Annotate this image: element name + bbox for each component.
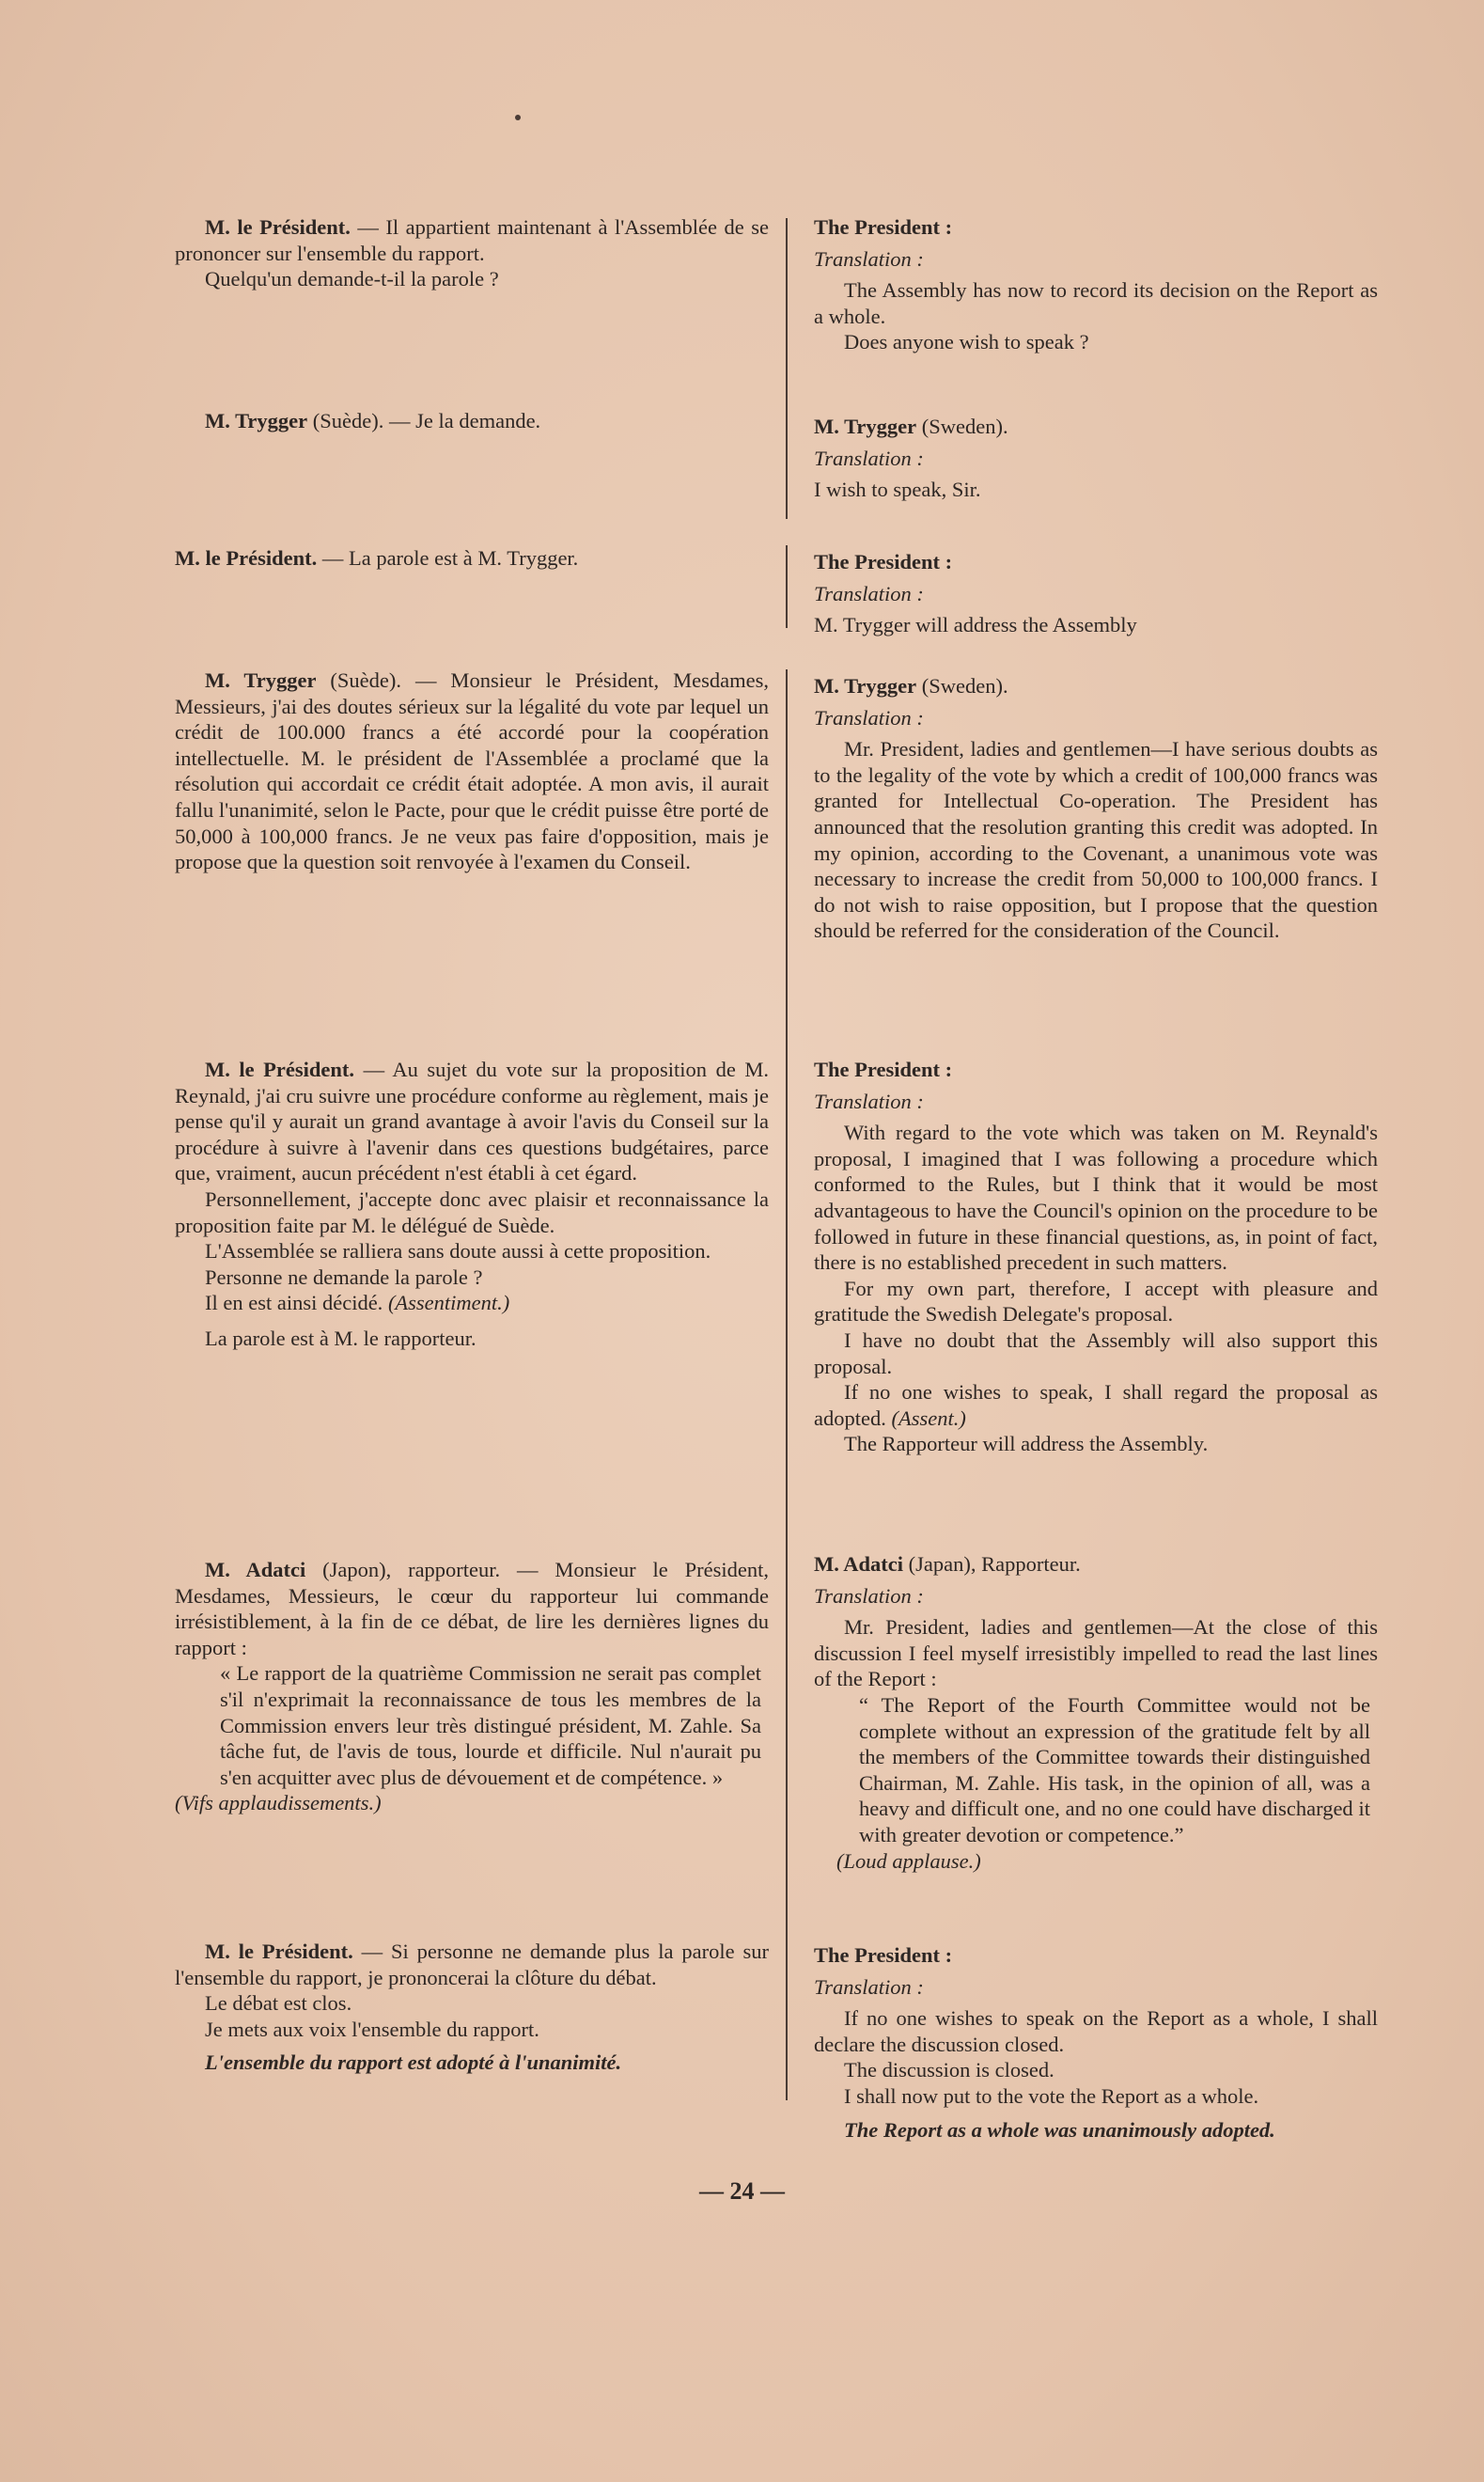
french-intervention-president-2 — [175, 545, 769, 572]
speaker-name: M. Adatci — [205, 1558, 306, 1581]
speaker-name: The President : — [814, 215, 953, 239]
speaker-country: (Sweden). — [916, 415, 1008, 438]
english-intervention-trygger-2 — [814, 673, 1378, 944]
speech-text: Mr. President, ladies and gentlemen—At the close of this discussion I feel myself irresistibly impelled to read the last lines of the Report : — [814, 1615, 1378, 1691]
speech-text: The Assembly has now to record its decision on the Report as a whole. — [814, 278, 1378, 328]
speaker-name: M. le Président. — [205, 215, 351, 239]
speech-text: Does anyone wish to speak ? — [844, 330, 1089, 354]
french-intervention-trygger-1 — [175, 408, 769, 434]
adoption-result: The Report as a whole was unanimously adopted. — [844, 2117, 1275, 2142]
english-intervention-president-4 — [814, 1942, 1378, 2143]
translation-label: Translation : — [814, 1089, 924, 1113]
speech-text: Je mets aux voix l'ensemble du rapport. — [205, 2017, 539, 2041]
french-intervention-trygger-2 — [175, 668, 769, 875]
french-intervention-president-4 — [175, 1939, 769, 2076]
speech-text: Mr. President, ladies and gentlemen—I have serious doubts as to the legality of the vote by which a credit of 100,000 francs was granted for Intellectual Co-operation. The President has announced that the resolution granting this credit was adopted. In my opinion, according to the Covenant, a unanimous vote was necessary to increase the credit from 50,000 to 100,000 francs. I do not wish to raise opposition, but I propose that the question should be referred for the consideration of the Council. — [814, 737, 1378, 943]
speech-text: I have no doubt that the Assembly will also support this proposal. — [814, 1327, 1378, 1378]
speech-text: Il en est ainsi décidé. — [205, 1291, 388, 1315]
speech-text: (Japon), rapporteur. — Monsieur le Président, Mesdames, Messieurs, le cœur du rapporteur lui commande irrésistiblement, à la fin de ce débat, de lire les dernières lignes du rapport : — [175, 1558, 769, 1659]
translation-label: Translation : — [814, 1974, 924, 1999]
speech-text: — Si personne ne demande plus la parole sur l'ensemble du rapport, je prononcerai la clôture du débat. — [175, 1940, 769, 1989]
speech-text: For my own part, therefore, I accept with pleasure and gratitude the Swedish Delegate's proposal. — [814, 1276, 1378, 1327]
speech-text: Personne ne demande la parole ? — [205, 1265, 483, 1289]
speech-text: With regard to the vote which was taken on M. Reynald's proposal, I imagined that I was following a procedure which conformed to the Rules, but I think that it would be most advantageous to have the Council's opinion on the procedure to be followed in future in these financial questions, as, in point of fact, there is no established precedent in such matters. — [814, 1121, 1378, 1275]
speaker-name: The President : — [814, 1943, 953, 1967]
translation-label: Translation : — [814, 705, 924, 730]
column-divider — [786, 545, 788, 628]
speech-text: L'Assemblée se ralliera sans doute aussi à cette proposition. — [205, 1239, 711, 1264]
english-intervention-president-3 — [814, 1057, 1378, 1457]
french-intervention-president-3 — [175, 1057, 769, 1352]
speech-text: The discussion is closed. — [844, 2058, 1054, 2082]
english-intervention-president-1 — [814, 214, 1378, 355]
speaker-name: M. Trygger — [814, 415, 917, 438]
speaker-country: (Sweden). — [916, 674, 1008, 698]
adoption-result: L'ensemble du rapport est adopté à l'unanimité. — [205, 2050, 622, 2075]
english-intervention-president-2 — [814, 549, 1378, 638]
speech-text: If no one wishes to speak, I shall regard the proposal as adopted. — [814, 1380, 1378, 1430]
speaker-name: The President : — [814, 1058, 953, 1081]
column-divider — [786, 218, 788, 519]
french-intervention-adatci — [175, 1557, 769, 1816]
speech-text: La parole est à M. le rapporteur. — [205, 1326, 476, 1350]
speaker-name: M. Trygger — [205, 668, 317, 692]
report-quotation: “ The Report of the Fourth Committee would not be complete without an expression of the gratitude felt by all the members of the Committee towards their distinguished Chairman, M. Zahle. His task, in the opinion of all, was a heavy and difficult one, and no one could have discharged it with greater devotion or competence.” — [859, 1692, 1370, 1846]
speech-text: The Rapporteur will address the Assembly. — [844, 1432, 1209, 1456]
page-number: — 24 — — [699, 2177, 785, 2205]
speaker-name: M. le Président. — [205, 1940, 353, 1963]
speaker-name: M. le Président. — [175, 546, 318, 570]
speech-text: — La parole est à M. Trygger. — [317, 546, 579, 570]
speaker-country: (Japan), Rapporteur. — [903, 1552, 1081, 1576]
speaker-name: M. le Président. — [205, 1058, 355, 1081]
translation-label: Translation : — [814, 1583, 924, 1608]
speech-text: I shall now put to the vote the Report as a whole. — [844, 2083, 1259, 2108]
stage-direction: (Assent.) — [891, 1406, 966, 1430]
stage-direction: (Loud applause.) — [836, 1848, 981, 1873]
stage-direction: (Assentiment.) — [387, 1291, 510, 1315]
speaker-name: M. Adatci — [814, 1552, 903, 1576]
report-quotation: « Le rapport de la quatrième Commission ne serait pas complet s'il n'exprimait la reconnaissance de tous les membres de la Commission envers leur très distingué président, M. Zahle. Sa tâche fut, de l'avis de tous, lourde et difficile. Nul n'aurait pu s'en acquitter avec plus de dévouement et de compétence. » — [220, 1661, 761, 1789]
speaker-name: The President : — [814, 550, 953, 573]
speech-text: Quelqu'un demande-t-il la parole ? — [205, 267, 499, 291]
speaker-name: M. Trygger — [205, 409, 308, 432]
speech-text: I wish to speak, Sir. — [814, 478, 981, 502]
speech-text: (Suède). — Je la demande. — [307, 409, 541, 432]
english-intervention-adatci — [814, 1551, 1378, 1874]
speech-text: Personnellement, j'accepte donc avec plaisir et reconnaissance la proposition faite par M. le délégué de Suède. — [175, 1186, 769, 1237]
speech-text: M. Trygger will address the Assembly — [814, 613, 1137, 637]
ink-speck — [515, 115, 521, 120]
speech-text: — Au sujet du vote sur la proposition de M. Reynald, j'ai cru suivre une procédure conforme au règlement, mais je pense qu'il y aurait un grand avantage à avoir l'avis du Conseil sur la procédure à suivre à l'avenir dans ces questions budgétaires, parce que, vraiment, aucun précédent n'est établi à cet égard. — [175, 1058, 769, 1186]
speech-text: — Il appartient maintenant à l'Assemblée de se prononcer sur l'ensemble du rapport. — [175, 215, 769, 265]
french-intervention-president-1 — [175, 214, 769, 292]
translation-label: Translation : — [814, 581, 924, 605]
speech-text: Le débat est clos. — [205, 1991, 352, 2016]
speaker-name: M. Trygger — [814, 674, 917, 698]
translation-label: Translation : — [814, 446, 924, 470]
speech-text: If no one wishes to speak on the Report as a whole, I shall declare the discussion closed. — [814, 2006, 1378, 2056]
translation-label: Translation : — [814, 246, 924, 271]
column-divider — [786, 669, 788, 2100]
english-intervention-trygger-1 — [814, 414, 1378, 503]
speech-text: (Suède). — Monsieur le Président, Mesdames, Messieurs, j'ai des doutes sérieux sur la légalité du vote par lequel un crédit de 100.000 francs a été accordé pour la coopération intellectuelle. M. le président de l'Assemblée a proclamé que la résolution qui accordait ce crédit était adoptée. A mon avis, il aurait fallu l'unanimité, selon le Pacte, pour que le crédit puisse être porté de 50,000 à 100,000 francs. Je ne veux pas faire d'opposition, mais je propose que la question soit renvoyée à l'examen du Conseil. — [175, 668, 769, 874]
stage-direction: (Vifs applaudissements.) — [175, 1791, 382, 1815]
